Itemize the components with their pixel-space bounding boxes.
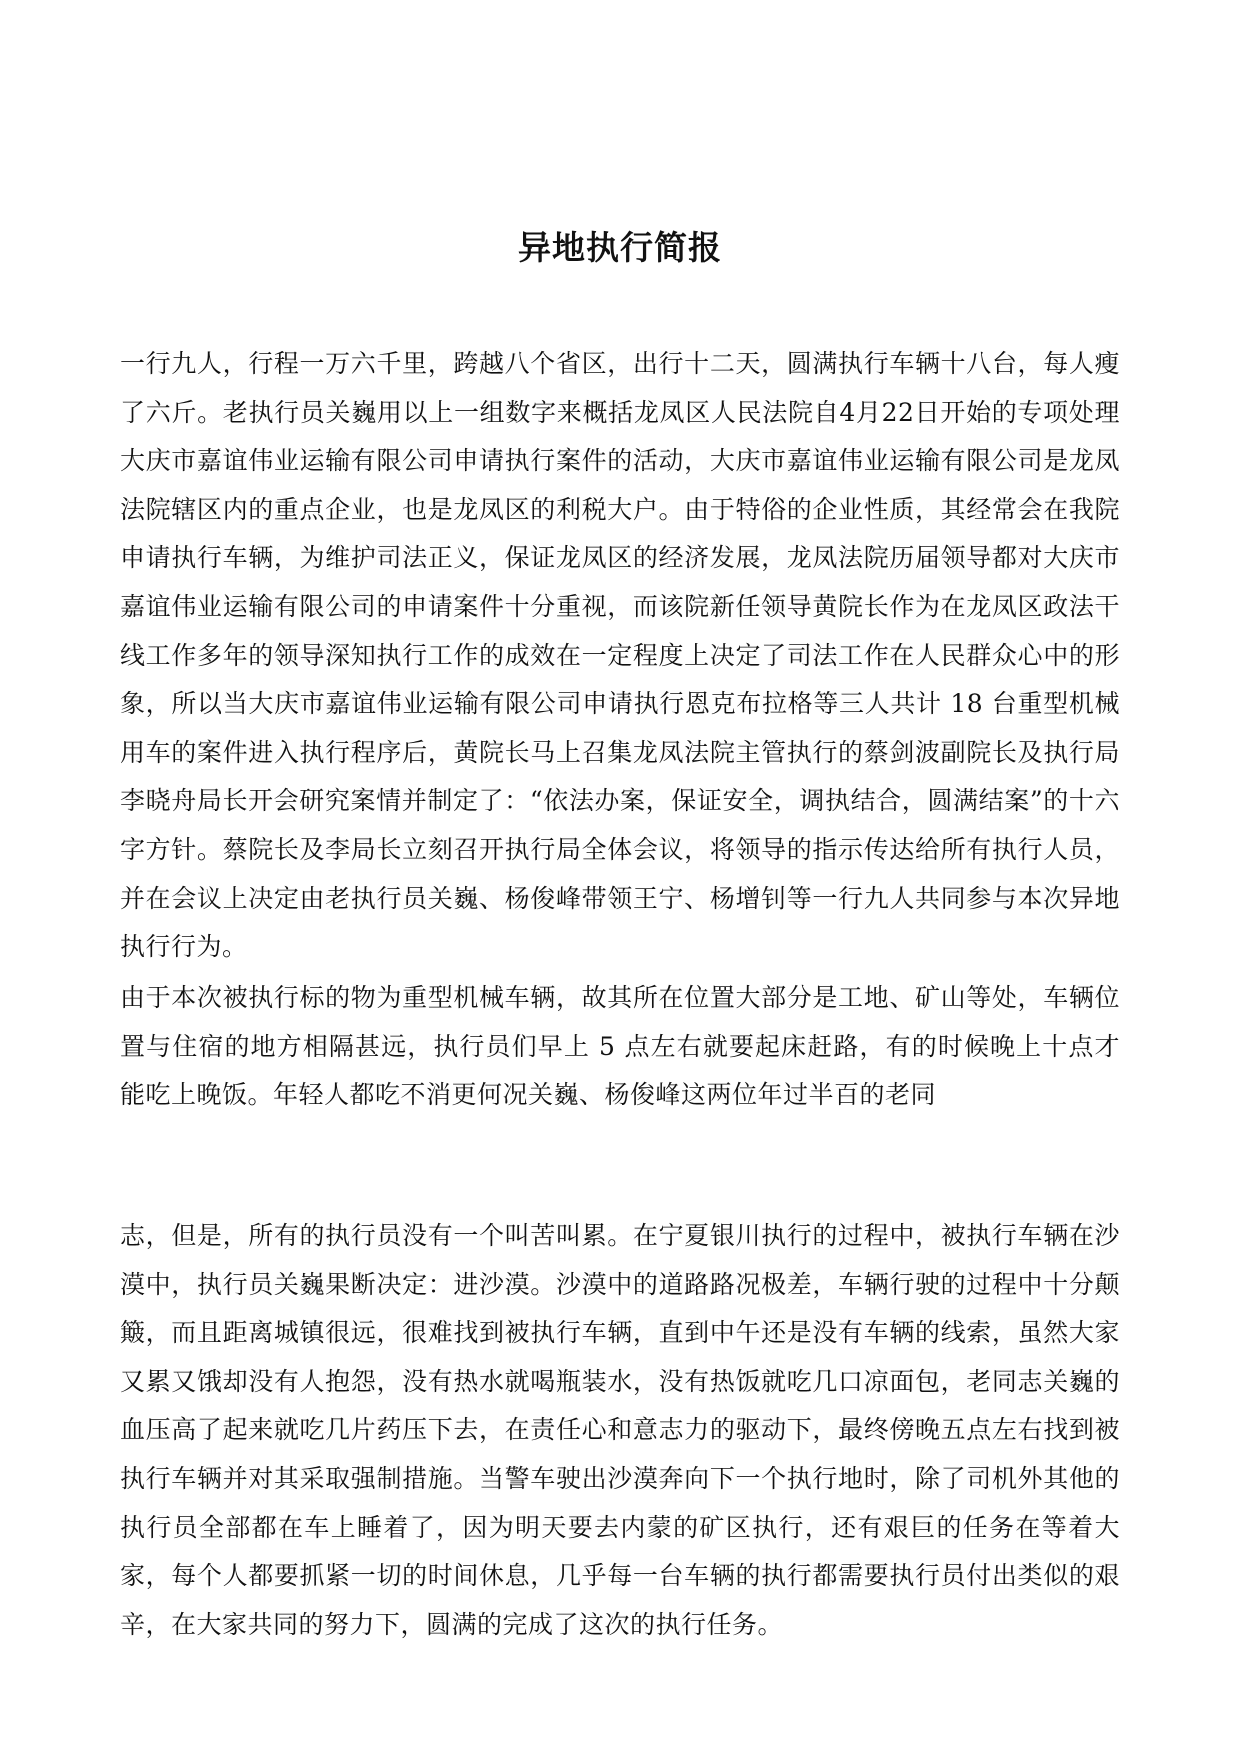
document-title: 异地执行简报 [518,228,722,267]
paragraph-3: 志，但是，所有的执行员没有一个叫苦叫累。在宁夏银川执行的过程中，被执行车辆在沙漠中，执行员关巍果断决定：进沙漠。沙漠中的道路路况极差，车辆行驶的过程中十分颠簸，而且距离城镇很远，很难找到被执行车辆，直到中午还是没有车辆的线索，虽然大家又累又饿却没有人抱怨，没有热水就喝瓶装水，没有热饭就吃几口凉面包，老同志关巍的血压高了起来就吃几片药压下去，在责任心和意志力的驱动下，最终傍晚五点左右找到被执行车辆并对其采取强制措施。当警车驶出沙漠奔向下一个执行地时，除了司机外其他的执行员全部都在车上睡着了，因为明天要去内蒙的矿区执行，还有艰巨的任务在等着大家，每个人都要抓紧一切的时间休息，几乎每一台车辆的执行都需要执行员付出类似的艰辛，在大家共同的努力下，圆满的完成了这次的执行任务。 [120,1221,1120,1639]
paragraph-1: 一行九人，行程一万六千里，跨越八个省区，出行十二天，圆满执行车辆十八台，每人瘦了六斤。老执行员关巍用以上一组数字来概括龙凤区人民法院自4月22日开始的专项处理大庆市嘉谊伟业运输有限公司申请执行案件的活动，大庆市嘉谊伟业运输有限公司是龙凤法院辖区内的重点企业，也是龙凤区的利税大户。由于特俗的企业性质，其经常会在我院申请执行车辆，为维护司法正义，保证龙凤区的经济发展，龙凤法院历届领导都对大庆市嘉谊伟业运输有限公司的申请案件十分重视，而该院新任领导黄院长作为在龙凤区政法干线工作多年的领导深知执行工作的成效在一定程度上决定了司法工作在人民群众心中的形象，所以当大庆市嘉谊伟业运输有限公司申请执行恩克布拉格等三人共计 18 台重型机械用车的案件进入执行程序后，黄院长马上召集龙凤法院主管执行的蔡剑波副院长及执行局李晓舟局长开会研究案情并制定了：“依法办案，保证安全，调执结合，圆满结案”的十六字方针。蔡院长及李局长立刻召开执行局全体会议，将领导的指示传达给所有执行人员，并在会议上决定由老执行员关巍、杨俊峰带领王宁、杨增钊等一行九人共同参与本次异地执行行为。 [120,349,1120,962]
paragraph-2: 由于本次被执行标的物为重型机械车辆，故其所在位置大部分是工地、矿山等处，车辆位置与住宿的地方相隔甚远，执行员们早上 5 点左右就要起床赶路，有的时候晚上十点才能吃上晚饭。年轻人都吃不消更何况关巍、杨俊峰这两位年过半百的老同 [120,983,1120,1110]
